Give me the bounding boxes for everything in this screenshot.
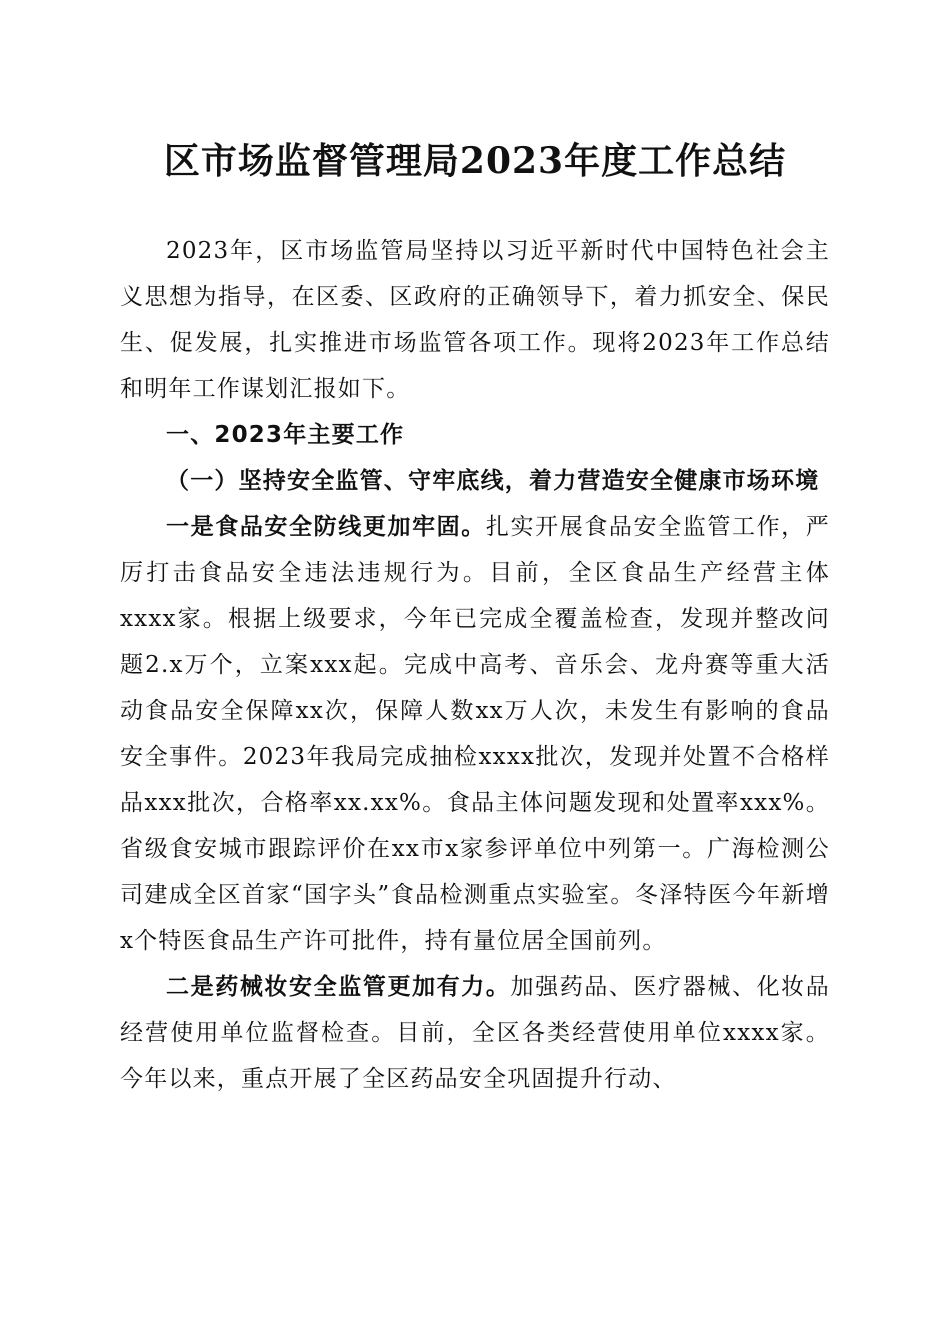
drug-safety-lead: 二是药械妆安全监管更加有力。 [166, 973, 511, 1000]
food-safety-paragraph [120, 504, 830, 964]
document-body [120, 228, 830, 1102]
food-safety-lead: 一是食品安全防线更加牢固。 [166, 513, 486, 540]
food-safety-text: 扎实开展食品安全监管工作，严厉打击食品安全违法违规行为。目前，全区食品生产经营主体xxxx家。根据上级要求，今年已完成全覆盖检查，发现并整改问题2.x万个，立案xxx起。完成中高考、音乐会、龙舟赛等重大活动食品安全保障xx次，保障人数xx万人次，未发生有影响的食品安全事件。2023年我局完成抽检xxxx批次，发现并处置不合格样品xxx批次，合格率xx.xx%。食品主体问题发现和处置率xxx%。省级食安城市跟踪评价在xx市x家参评单位中列第一。广海检测公司建成全区首家“国字头”食品检测重点实验室。冬泽特医今年新增x个特医食品生产许可批件，持有量位居全国前列。 [120, 514, 830, 954]
document-title: 区市场监督管理局2023年度工作总结 [163, 140, 787, 182]
intro-paragraph: 2023年，区市场监管局坚持以习近平新时代中国特色社会主义思想为指导，在区委、区政府的正确领导下，着力抓安全、保民生、促发展，扎实推进市场监管各项工作。现将2023年工作总结和明年工作谋划汇报如下。 [120, 238, 830, 402]
section-heading: 一、2023年主要工作 [166, 422, 405, 448]
drug-safety-text: 加强药品、医疗器械、化妆品经营使用单位监督检查。目前，全区各类经营使用单位xxxx家。今年以来，重点开展了全区药品安全巩固提升行动、 [120, 974, 830, 1092]
drug-safety-paragraph [120, 964, 830, 1102]
subsection-heading: （一）坚持安全监管、守牢底线，着力营造安全健康市场环境 [166, 467, 820, 494]
